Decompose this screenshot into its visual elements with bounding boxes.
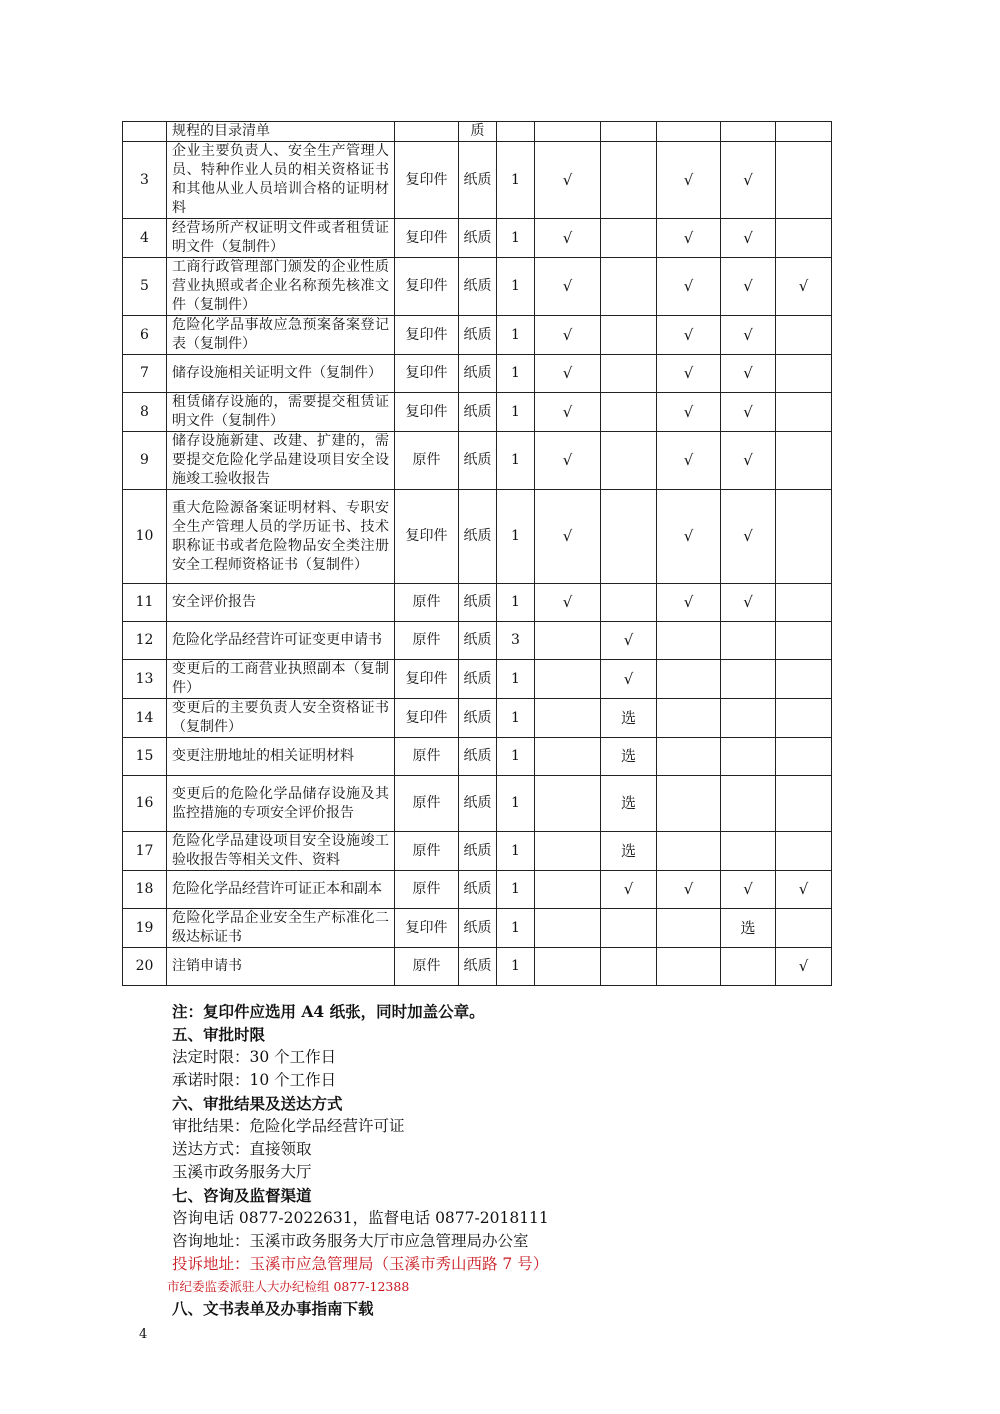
discipline-contact: 市纪委监委派驻人大办纪检组 0877-12388	[167, 1279, 410, 1294]
material-form: 复印件	[395, 699, 459, 738]
material-medium: 纸质	[459, 432, 497, 490]
row-number: 20	[123, 948, 167, 986]
mark-col-2: √	[601, 622, 657, 660]
material-form: 复印件	[395, 660, 459, 699]
mark-col-3	[657, 832, 721, 871]
row-number: 11	[123, 584, 167, 622]
table-row	[123, 660, 832, 699]
material-medium: 纸质	[459, 393, 497, 432]
mark-col-5	[776, 660, 832, 699]
row-number: 4	[123, 219, 167, 258]
copy-count: 1	[497, 142, 535, 219]
mark-col-3	[657, 699, 721, 738]
row-number: 19	[123, 909, 167, 948]
mark-col-2	[601, 316, 657, 355]
materials-table	[122, 121, 832, 986]
table-row	[123, 699, 832, 738]
mark-col-1: √	[535, 355, 601, 393]
copy-count: 1	[497, 738, 535, 776]
material-form	[395, 122, 459, 142]
legal-time-limit: 法定时限：30 个工作日	[172, 1048, 337, 1066]
material-medium: 纸质	[459, 871, 497, 909]
mark-col-5: √	[776, 871, 832, 909]
material-form: 复印件	[395, 142, 459, 219]
material-medium: 纸质	[459, 622, 497, 660]
mark-col-2	[601, 584, 657, 622]
table-row	[123, 393, 832, 432]
mark-col-4: √	[721, 142, 776, 219]
material-name: 经营场所产权证明文件或者租赁证明文件（复制件）	[167, 219, 395, 258]
mark-col-4: √	[721, 584, 776, 622]
material-medium: 纸质	[459, 490, 497, 584]
row-number: 18	[123, 871, 167, 909]
copy-count: 1	[497, 832, 535, 871]
material-form: 原件	[395, 948, 459, 986]
copy-count: 1	[497, 316, 535, 355]
table-row	[123, 258, 832, 316]
material-medium: 纸质	[459, 909, 497, 948]
mark-col-3	[657, 909, 721, 948]
mark-col-5	[776, 832, 832, 871]
material-medium: 纸质	[459, 219, 497, 258]
mark-col-2: 选	[601, 699, 657, 738]
copy-count: 1	[497, 258, 535, 316]
table-row	[123, 584, 832, 622]
mark-col-3	[657, 738, 721, 776]
material-medium: 纸质	[459, 258, 497, 316]
mark-col-5	[776, 490, 832, 584]
table-row	[123, 219, 832, 258]
mark-col-1	[535, 948, 601, 986]
mark-col-5	[776, 122, 832, 142]
mark-col-2	[601, 142, 657, 219]
copy-count	[497, 122, 535, 142]
copy-count: 1	[497, 432, 535, 490]
mark-col-1	[535, 776, 601, 832]
material-name: 变更注册地址的相关证明材料	[167, 738, 395, 776]
delivery-place: 玉溪市政务服务大厅	[172, 1163, 312, 1181]
mark-col-3	[657, 622, 721, 660]
copy-count: 1	[497, 948, 535, 986]
mark-col-2	[601, 219, 657, 258]
material-form: 原件	[395, 622, 459, 660]
material-form: 原件	[395, 432, 459, 490]
mark-col-4: √	[721, 393, 776, 432]
material-medium: 纸质	[459, 316, 497, 355]
mark-col-2	[601, 432, 657, 490]
mark-col-3: √	[657, 393, 721, 432]
material-medium: 纸质	[459, 948, 497, 986]
copy-count: 1	[497, 490, 535, 584]
material-medium: 纸质	[459, 355, 497, 393]
material-form: 复印件	[395, 909, 459, 948]
material-form: 原件	[395, 871, 459, 909]
promised-time-limit: 承诺时限：10 个工作日	[172, 1071, 337, 1089]
mark-col-3	[657, 660, 721, 699]
material-medium: 纸质	[459, 584, 497, 622]
row-number: 3	[123, 142, 167, 219]
material-medium: 纸质	[459, 142, 497, 219]
table-row	[123, 776, 832, 832]
material-name: 租赁储存设施的，需要提交租赁证明文件（复制件）	[167, 393, 395, 432]
material-form: 原件	[395, 738, 459, 776]
mark-col-1	[535, 909, 601, 948]
mark-col-4	[721, 738, 776, 776]
consult-address: 咨询地址：玉溪市政务服务大厅市应急管理局办公室	[172, 1232, 529, 1250]
complaint-address: 投诉地址：玉溪市应急管理局（玉溪市秀山西路 7 号）	[172, 1255, 549, 1273]
row-number: 10	[123, 490, 167, 584]
mark-col-4: √	[721, 355, 776, 393]
contact-phones: 咨询电话 0877-2022631，监督电话 0877-2018111	[172, 1209, 549, 1227]
material-name: 储存设施相关证明文件（复制件）	[167, 355, 395, 393]
mark-col-1	[535, 832, 601, 871]
table-row	[123, 871, 832, 909]
copy-count: 1	[497, 219, 535, 258]
table-row	[123, 948, 832, 986]
mark-col-2	[601, 909, 657, 948]
mark-col-1	[535, 622, 601, 660]
mark-col-2	[601, 122, 657, 142]
mark-col-5	[776, 738, 832, 776]
mark-col-1: √	[535, 490, 601, 584]
mark-col-4	[721, 776, 776, 832]
mark-col-2: √	[601, 660, 657, 699]
mark-col-1: √	[535, 316, 601, 355]
row-number: 17	[123, 832, 167, 871]
row-number: 9	[123, 432, 167, 490]
mark-col-2	[601, 948, 657, 986]
approval-result: 审批结果：危险化学品经营许可证	[172, 1117, 405, 1135]
material-form: 复印件	[395, 316, 459, 355]
mark-col-2	[601, 258, 657, 316]
material-medium: 纸质	[459, 776, 497, 832]
material-name: 企业主要负责人、安全生产管理人员、特种作业人员的相关资格证书和其他从业人员培训合格的证明材料	[167, 142, 395, 219]
mark-col-2	[601, 355, 657, 393]
material-name: 储存设施新建、改建、扩建的，需要提交危险化学品建设项目安全设施竣工验收报告	[167, 432, 395, 490]
material-name: 注销申请书	[167, 948, 395, 986]
mark-col-1: √	[535, 584, 601, 622]
copy-count: 1	[497, 355, 535, 393]
mark-col-4	[721, 622, 776, 660]
copy-count: 1	[497, 660, 535, 699]
section-8-title: 八、文书表单及办事指南下载	[172, 1299, 374, 1318]
material-form: 复印件	[395, 393, 459, 432]
section-6-title: 六、审批结果及送达方式	[172, 1094, 343, 1113]
mark-col-2: 选	[601, 738, 657, 776]
row-number: 6	[123, 316, 167, 355]
mark-col-5	[776, 776, 832, 832]
material-name: 危险化学品经营许可证变更申请书	[167, 622, 395, 660]
mark-col-2: 选	[601, 776, 657, 832]
mark-col-4	[721, 660, 776, 699]
row-number: 15	[123, 738, 167, 776]
material-name: 变更后的工商营业执照副本（复制件）	[167, 660, 395, 699]
mark-col-5: √	[776, 948, 832, 986]
section-7-title: 七、咨询及监督渠道	[172, 1186, 312, 1205]
mark-col-3: √	[657, 142, 721, 219]
copy-count: 1	[497, 393, 535, 432]
table-row	[123, 832, 832, 871]
material-name: 工商行政管理部门颁发的企业性质营业执照或者企业名称预先核准文件（复制件）	[167, 258, 395, 316]
table-row	[123, 738, 832, 776]
row-number: 14	[123, 699, 167, 738]
mark-col-5	[776, 142, 832, 219]
material-form: 复印件	[395, 490, 459, 584]
mark-col-4: √	[721, 219, 776, 258]
mark-col-5	[776, 355, 832, 393]
mark-col-1	[535, 699, 601, 738]
mark-col-3: √	[657, 219, 721, 258]
material-medium: 质	[459, 122, 497, 142]
mark-col-1	[535, 660, 601, 699]
mark-col-2: √	[601, 871, 657, 909]
mark-col-4: √	[721, 432, 776, 490]
mark-col-4: √	[721, 490, 776, 584]
material-name: 变更后的主要负责人安全资格证书（复制件）	[167, 699, 395, 738]
table-row	[123, 909, 832, 948]
mark-col-3: √	[657, 490, 721, 584]
table-row	[123, 316, 832, 355]
page-number: 4	[139, 1327, 148, 1342]
mark-col-5	[776, 316, 832, 355]
mark-col-3	[657, 776, 721, 832]
mark-col-5	[776, 699, 832, 738]
row-number: 13	[123, 660, 167, 699]
mark-col-5	[776, 432, 832, 490]
mark-col-3: √	[657, 871, 721, 909]
mark-col-4	[721, 122, 776, 142]
mark-col-5	[776, 584, 832, 622]
row-number: 16	[123, 776, 167, 832]
mark-col-1	[535, 122, 601, 142]
copy-count: 1	[497, 776, 535, 832]
mark-col-3: √	[657, 584, 721, 622]
table-row	[123, 622, 832, 660]
material-name: 危险化学品经营许可证正本和副本	[167, 871, 395, 909]
material-name: 安全评价报告	[167, 584, 395, 622]
mark-col-5	[776, 622, 832, 660]
mark-col-2	[601, 393, 657, 432]
material-medium: 纸质	[459, 738, 497, 776]
mark-col-1: √	[535, 432, 601, 490]
mark-col-1	[535, 738, 601, 776]
material-form: 原件	[395, 776, 459, 832]
material-medium: 纸质	[459, 832, 497, 871]
material-name: 规程的目录清单	[167, 122, 395, 142]
material-name: 危险化学品企业安全生产标准化二级达标证书	[167, 909, 395, 948]
material-form: 复印件	[395, 219, 459, 258]
mark-col-3: √	[657, 258, 721, 316]
section-5-title: 五、审批时限	[172, 1025, 266, 1044]
mark-col-1: √	[535, 258, 601, 316]
table-row	[123, 122, 832, 142]
mark-col-5: √	[776, 258, 832, 316]
material-name: 危险化学品建设项目安全设施竣工验收报告等相关文件、资料	[167, 832, 395, 871]
material-form: 原件	[395, 832, 459, 871]
mark-col-4: √	[721, 258, 776, 316]
copy-count: 1	[497, 871, 535, 909]
mark-col-1	[535, 871, 601, 909]
material-name: 变更后的危险化学品储存设施及其监控措施的专项安全评价报告	[167, 776, 395, 832]
mark-col-5	[776, 219, 832, 258]
mark-col-4: √	[721, 871, 776, 909]
table-row	[123, 142, 832, 219]
table-row	[123, 490, 832, 584]
table-row	[123, 355, 832, 393]
mark-col-3: √	[657, 316, 721, 355]
material-medium: 纸质	[459, 660, 497, 699]
photocopy-note: 注：复印件应选用 A4 纸张，同时加盖公章。	[172, 1002, 485, 1021]
delivery-method: 送达方式：直接领取	[172, 1140, 312, 1158]
mark-col-4	[721, 832, 776, 871]
mark-col-3	[657, 122, 721, 142]
table-row	[123, 432, 832, 490]
mark-col-4: √	[721, 316, 776, 355]
material-form: 复印件	[395, 258, 459, 316]
row-number: 8	[123, 393, 167, 432]
mark-col-1: √	[535, 393, 601, 432]
notes-section	[167, 1000, 732, 1320]
row-number: 5	[123, 258, 167, 316]
mark-col-2: 选	[601, 832, 657, 871]
mark-col-4: 选	[721, 909, 776, 948]
mark-col-2	[601, 490, 657, 584]
material-form: 原件	[395, 584, 459, 622]
mark-col-5	[776, 393, 832, 432]
material-medium: 纸质	[459, 699, 497, 738]
materials-table-body	[123, 122, 832, 986]
mark-col-1: √	[535, 219, 601, 258]
mark-col-1: √	[535, 142, 601, 219]
mark-col-5	[776, 909, 832, 948]
copy-count: 1	[497, 584, 535, 622]
material-form: 复印件	[395, 355, 459, 393]
copy-count: 3	[497, 622, 535, 660]
row-number	[123, 122, 167, 142]
material-name: 危险化学品事故应急预案备案登记表（复制件）	[167, 316, 395, 355]
mark-col-4	[721, 948, 776, 986]
material-name: 重大危险源备案证明材料、专职安全生产管理人员的学历证书、技术职称证书或者危险物品安全类注册安全工程师资格证书（复制件）	[167, 490, 395, 584]
mark-col-3: √	[657, 432, 721, 490]
copy-count: 1	[497, 909, 535, 948]
mark-col-3	[657, 948, 721, 986]
row-number: 7	[123, 355, 167, 393]
row-number: 12	[123, 622, 167, 660]
mark-col-3: √	[657, 355, 721, 393]
copy-count: 1	[497, 699, 535, 738]
mark-col-4	[721, 699, 776, 738]
